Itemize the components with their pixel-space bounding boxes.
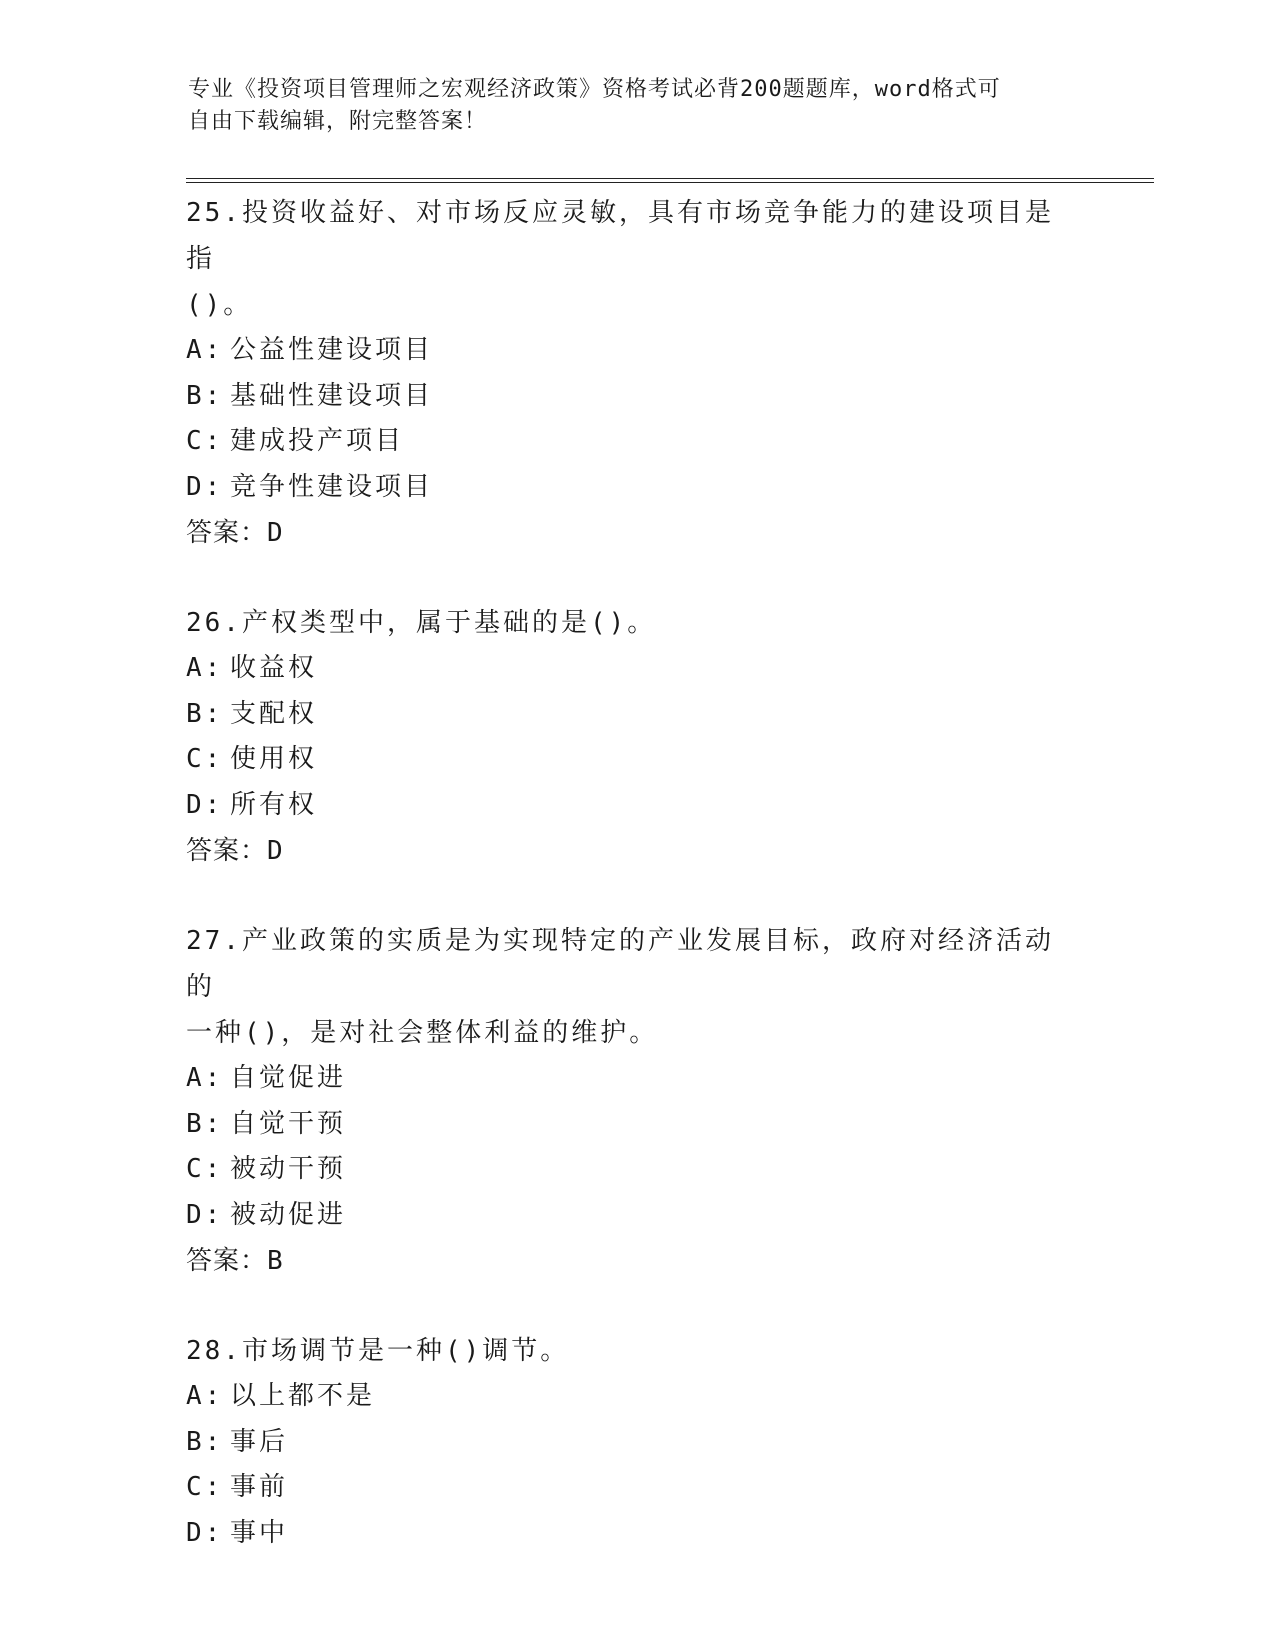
answer-line: 答案：B [186, 1246, 284, 1276]
header-rule-bottom [186, 182, 1154, 183]
option-text: 事后 [230, 1426, 289, 1457]
question-stem-line: 27.产业政策的实质是为实现特定的产业发展目标，政府对经济活动的 [186, 926, 1054, 1002]
option-letter: C: [186, 744, 224, 774]
question-stem [186, 600, 1066, 646]
option-a [186, 646, 1086, 692]
option-text: 支配权 [230, 698, 318, 729]
option-letter: C: [186, 1154, 224, 1184]
option-text: 收益权 [230, 653, 318, 683]
option-a [186, 1374, 1086, 1420]
option-letter: A: [186, 1063, 224, 1093]
option-b [186, 374, 1086, 420]
option-b [186, 1102, 1086, 1148]
option-b [186, 692, 1086, 738]
option-text: 使用权 [230, 744, 318, 774]
option-text: 被动干预 [230, 1154, 347, 1184]
question-stem-line: 一种()，是对社会整体利益的维护。 [186, 1018, 659, 1048]
option-text: 自觉干预 [230, 1108, 347, 1139]
question-27 [186, 918, 1086, 1284]
question-28 [186, 1328, 1086, 1556]
option-letter: C: [186, 426, 224, 456]
option-letter: D: [186, 1517, 224, 1548]
option-text: 事前 [230, 1472, 289, 1502]
option-text: 建成投产项目 [230, 426, 405, 456]
header-line-1: 专业《投资项目管理师之宏观经济政策》资格考试必背200题题库，word格式可 [188, 77, 1001, 102]
question-stem-line: ()。 [186, 290, 253, 320]
option-c [186, 737, 1086, 783]
option-text: 基础性建设项目 [230, 380, 434, 411]
question-stem [186, 918, 1066, 1056]
header-rule-top [186, 178, 1154, 179]
option-d [186, 1511, 1086, 1557]
question-25 [186, 190, 1086, 556]
document-header [188, 74, 1068, 138]
option-text: 公益性建设项目 [230, 335, 434, 365]
option-text: 被动促进 [230, 1199, 347, 1230]
option-b [186, 1420, 1086, 1466]
option-text: 以上都不是 [230, 1381, 376, 1411]
option-d [186, 1193, 1086, 1239]
option-a [186, 1056, 1086, 1102]
option-c [186, 1465, 1086, 1511]
option-letter: A: [186, 335, 224, 365]
option-letter: B: [186, 1426, 224, 1457]
answer-line: 答案：D [186, 518, 284, 548]
option-a [186, 328, 1086, 374]
question-26 [186, 600, 1086, 874]
question-stem-line: 28.市场调节是一种()调节。 [186, 1336, 570, 1366]
question-list [186, 190, 1086, 1600]
answer-line: 答案：D [186, 836, 284, 866]
option-letter: D: [186, 471, 224, 502]
question-stem [186, 1328, 1066, 1374]
option-d [186, 465, 1086, 511]
option-c [186, 1147, 1086, 1193]
option-letter: B: [186, 698, 224, 729]
option-letter: A: [186, 653, 224, 683]
option-text: 所有权 [230, 789, 318, 820]
question-stem-line: 26.产权类型中，属于基础的是()。 [186, 608, 657, 638]
header-line-2: 自由下载编辑，附完整答案！ [188, 109, 488, 134]
option-letter: A: [186, 1381, 224, 1411]
option-text: 自觉促进 [230, 1063, 347, 1093]
option-letter: D: [186, 1199, 224, 1230]
option-c [186, 419, 1086, 465]
option-d [186, 783, 1086, 829]
option-letter: C: [186, 1472, 224, 1502]
question-stem [186, 190, 1066, 328]
option-text: 事中 [230, 1517, 289, 1548]
option-letter: D: [186, 789, 224, 820]
option-letter: B: [186, 380, 224, 411]
option-text: 竞争性建设项目 [230, 471, 434, 502]
option-letter: B: [186, 1108, 224, 1139]
question-stem-line: 25.投资收益好、对市场反应灵敏，具有市场竞争能力的建设项目是指 [186, 198, 1054, 274]
